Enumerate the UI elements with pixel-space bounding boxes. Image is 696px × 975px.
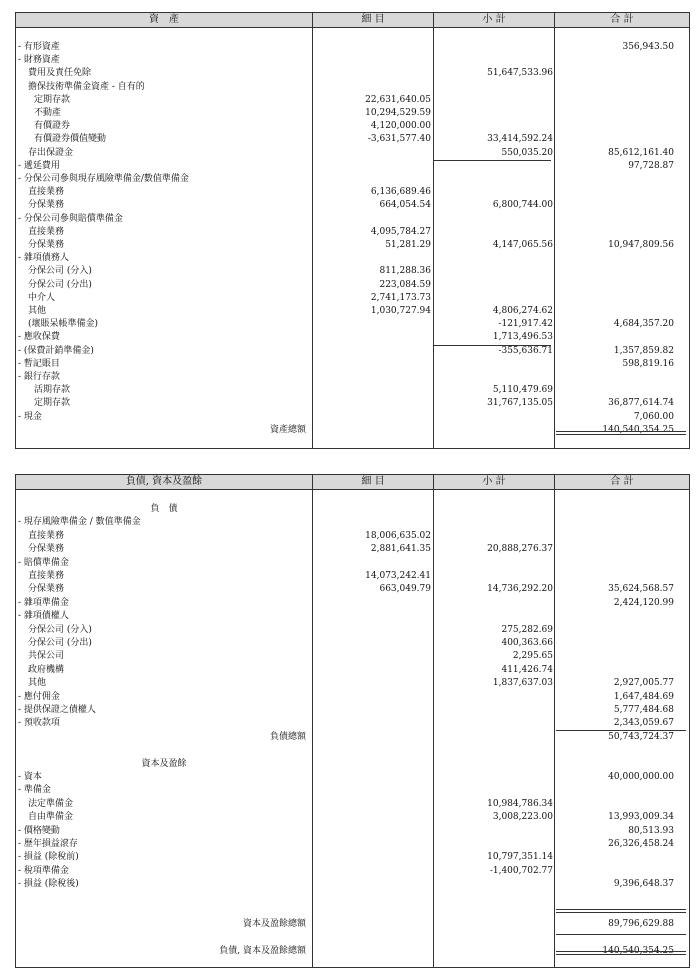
subtotal-value: -1,400,702.77 (489, 865, 553, 876)
detail-value: 4,120,000.00 (370, 121, 431, 132)
row-label: 分保業務 (28, 200, 65, 211)
row-label: 不動產 (34, 108, 62, 118)
row-label: - 分保公司參與現存風險準備金/數值準備金 (18, 174, 189, 184)
row-label: - 銀行存款 (18, 372, 60, 382)
detail-value: 223,084.59 (379, 279, 431, 290)
liabilities-row (16, 798, 691, 811)
total-value: 85,612,161.40 (608, 147, 674, 158)
total-value: 4,684,357.20 (613, 319, 674, 330)
subtotal-value: 1,713,496.53 (492, 332, 553, 343)
row-label: - 準備金 (18, 785, 51, 796)
liabilities-row (16, 784, 691, 797)
subtotal-value: -355,636.71 (498, 345, 553, 356)
subtotal-rule (556, 934, 686, 935)
total-value: 140,540,354.25 (602, 946, 674, 957)
liabilities-row (16, 503, 691, 516)
liabilities-row (16, 851, 691, 864)
subtotal-value: 2,295.65 (512, 651, 553, 662)
assets-row (16, 173, 691, 186)
liabilities-row (16, 811, 691, 824)
detail-value: 10,294,529.59 (365, 108, 431, 118)
total-value: 7,060.00 (633, 411, 674, 422)
detail-value: 664,054.54 (379, 200, 431, 211)
liabilities-row (16, 610, 691, 623)
subtotal-value: 275,282.69 (501, 624, 553, 635)
assets-row (16, 305, 691, 318)
liabilities-row (16, 865, 691, 878)
liabilities-header-total: 合 計 (610, 476, 634, 487)
liabilities-row (16, 771, 691, 784)
liabilities-row (16, 570, 691, 583)
row-label: 有價證券價值變動 (34, 134, 107, 145)
row-label: 直接業務 (28, 530, 65, 541)
subtotal-value: 1,837,637.03 (492, 678, 553, 689)
detail-value: 1,030,727.94 (370, 306, 431, 316)
row-label: 分保公司 (分出) (28, 279, 92, 290)
liabilities-row (16, 717, 691, 730)
subtotal-value: 33,414,592.24 (487, 134, 553, 145)
total-value: 89,796,629.88 (608, 919, 674, 930)
row-label: - 應收保費 (18, 332, 60, 343)
row-label: - 賠償準備金 (18, 557, 69, 568)
assets-row (16, 345, 691, 358)
row-label: 分保公司 (分入) (28, 266, 92, 277)
row-label: 中介人 (28, 292, 56, 303)
detail-value: 2,741,173.73 (370, 292, 431, 303)
liabilities-row (16, 704, 691, 717)
detail-value: 4,095,784.27 (370, 226, 431, 237)
subtotal-value: -121,917.42 (498, 319, 553, 330)
row-label: 資產總額 (269, 424, 306, 435)
row-label: 直接業務 (28, 226, 65, 237)
liabilities-row (16, 557, 691, 570)
assets-row (16, 107, 691, 120)
liabilities-row (16, 758, 691, 771)
row-label: 資本及盈餘總額 (242, 919, 306, 930)
assets-row (16, 239, 691, 252)
subtotal-value: 10,984,786.34 (487, 798, 553, 809)
row-label: 其他 (28, 306, 47, 316)
liabilities-row (16, 637, 691, 650)
liabilities-row (16, 664, 691, 677)
row-label: - 提供保證之債權人 (18, 705, 96, 715)
assets-row (16, 41, 691, 54)
row-label: 分保業務 (28, 544, 65, 555)
total-value: 97,728.87 (628, 160, 674, 171)
row-label: - 有形資產 (18, 42, 60, 52)
total-value: 35,624,568.57 (608, 584, 674, 595)
assets-table (15, 12, 690, 449)
liabilities-header-item: 負債, 資本及盈餘 (125, 476, 203, 487)
liabilities-row (16, 597, 691, 610)
row-label: - 損益 (除稅後) (18, 879, 79, 890)
liabilities-row (16, 878, 691, 891)
row-label: 分保業務 (28, 584, 65, 595)
total-value: 40,000,000.00 (608, 772, 674, 782)
assets-row (16, 397, 691, 410)
row-label: 擔保技術準備金資產 - 自有的 (28, 81, 145, 92)
liabilities-row (16, 838, 691, 851)
total-value: 2,927,005.77 (613, 678, 674, 689)
subtotal-value: 14,736,292.20 (487, 584, 553, 595)
row-label: 政府機構 (28, 664, 65, 675)
assets-row (16, 213, 691, 226)
row-label: - 資本 (18, 772, 42, 782)
detail-value: 811,288.36 (379, 266, 431, 277)
liabilities-row (16, 583, 691, 596)
row-label: - 雜項債權人 (18, 611, 69, 622)
subtotal-rule (434, 345, 551, 346)
assets-row (16, 252, 691, 265)
assets-row (16, 411, 691, 424)
detail-value: 14,073,242.41 (365, 571, 431, 581)
assets-row (16, 133, 691, 146)
row-label: 活期存款 (34, 385, 71, 396)
assets-row (16, 81, 691, 94)
row-label: - 價格變動 (18, 825, 60, 836)
total-value: 9,396,648.37 (613, 879, 674, 890)
liabilities-row (16, 624, 691, 637)
row-label: 分保業務 (28, 240, 65, 250)
liabilities-row (16, 825, 691, 838)
subtotal-rule (434, 160, 551, 161)
row-label: 有價證券 (34, 121, 71, 132)
assets-row (16, 94, 691, 107)
total-double-rule (556, 909, 686, 913)
liabilities-header-detail: 細 目 (361, 476, 385, 487)
total-value: 1,647,484.69 (613, 691, 674, 702)
subtotal-value: 31,767,135.05 (487, 398, 553, 409)
total-value: 13,993,009.34 (608, 812, 674, 823)
row-label: 共保公司 (28, 651, 65, 662)
row-label: - (保費計銷準備金) (18, 345, 94, 356)
row-label: - 損益 (除稅前) (18, 852, 79, 863)
row-label: 分保公司 (分入) (28, 624, 92, 635)
total-value: 5,777,484.68 (613, 705, 674, 715)
assets-header (16, 13, 689, 28)
liabilities-row (16, 918, 691, 931)
liabilities-row (16, 892, 691, 905)
row-label: 存出保證金 (28, 147, 74, 158)
liabilities-table (15, 474, 690, 968)
total-double-rule (556, 431, 686, 435)
row-label: 直接業務 (28, 571, 65, 581)
detail-value: 2,881,641.35 (370, 544, 431, 555)
row-label: - 稅項準備金 (18, 865, 69, 876)
subtotal-value: 20,888,276.37 (487, 544, 553, 555)
subtotal-value: 400,363.66 (501, 638, 553, 648)
assets-row (16, 371, 691, 384)
total-double-rule (556, 951, 686, 955)
assets-row (16, 160, 691, 173)
subtotal-rule (556, 730, 686, 731)
assets-row (16, 279, 691, 292)
total-value: 2,424,120.99 (613, 597, 674, 608)
row-label: 法定準備金 (28, 798, 74, 809)
row-label: - 歷年損益滾存 (18, 839, 78, 849)
detail-value: -3,631,577.40 (367, 134, 431, 145)
row-label: - 財務資產 (18, 55, 60, 66)
assets-header-subtotal: 小 計 (482, 14, 506, 25)
assets-row (16, 226, 691, 239)
row-label: - 現金 (18, 411, 42, 422)
assets-row (16, 54, 691, 67)
row-label: - 雜項準備金 (18, 597, 69, 608)
total-value: 26,326,458.24 (608, 839, 674, 849)
assets-row (16, 358, 691, 371)
subtotal-value: 550,035.20 (501, 147, 553, 158)
assets-header-total: 合 計 (610, 14, 634, 25)
liabilities-row (16, 650, 691, 663)
subtotal-value: 4,147,065.56 (492, 240, 553, 250)
assets-row (16, 67, 691, 80)
total-value: 50,743,724.37 (608, 731, 674, 742)
row-label: 分保公司 (分出) (28, 638, 92, 648)
row-label: 負 債 (150, 504, 178, 514)
liabilities-header (16, 475, 689, 490)
total-value: 598,819.16 (622, 358, 674, 369)
total-value: 140,540,354.25 (602, 424, 674, 435)
subtotal-value: 3,008,223.00 (492, 812, 553, 823)
row-label: 定期存款 (34, 94, 71, 105)
assets-row (16, 120, 691, 133)
row-label: 直接業務 (28, 187, 65, 198)
subtotal-value: 6,800,744.00 (492, 200, 553, 211)
detail-value: 51,281.29 (385, 240, 431, 250)
liabilities-row (16, 516, 691, 529)
row-label: (壞賬呆帳準備金) (28, 319, 99, 330)
row-label: 自由準備金 (28, 812, 74, 823)
detail-value: 6,136,689.46 (370, 187, 431, 198)
total-value: 1,357,859.82 (613, 345, 674, 356)
row-label: - 應付佣金 (18, 691, 60, 702)
liabilities-row (16, 677, 691, 690)
row-label: - 遞延費用 (18, 160, 60, 171)
row-label: 負債, 資本及盈餘總額 (219, 946, 306, 957)
liabilities-row (16, 744, 691, 757)
assets-row (16, 199, 691, 212)
total-value: 2,343,059.67 (613, 718, 674, 729)
subtotal-value: 4,806,274.62 (492, 306, 553, 316)
row-label: 費用及責任免除 (28, 68, 92, 79)
detail-value: 18,006,635.02 (365, 530, 431, 541)
assets-row (16, 384, 691, 397)
row-label: 資本及盈餘 (141, 758, 187, 769)
liabilities-header-subtotal: 小 計 (482, 476, 506, 487)
assets-row (16, 147, 691, 160)
row-label: 其他 (28, 678, 47, 689)
assets-row (16, 318, 691, 331)
total-value: 36,877,614.74 (608, 398, 674, 409)
total-value: 80,513.93 (628, 825, 674, 836)
subtotal-value: 5,110,479.69 (492, 385, 553, 396)
assets-header-item: 資 產 (149, 14, 179, 25)
total-value: 10,947,809.56 (608, 240, 674, 250)
assets-header-detail: 細 目 (361, 14, 385, 25)
subtotal-value: 10,797,351.14 (487, 852, 553, 863)
liabilities-row (16, 543, 691, 556)
assets-row (16, 186, 691, 199)
assets-row (16, 265, 691, 278)
total-value: 356,943.50 (622, 42, 674, 52)
row-label: 負債總額 (269, 731, 306, 742)
row-label: 定期存款 (34, 398, 71, 409)
row-label: - 分保公司參與賠償準備金 (18, 213, 123, 224)
assets-row (16, 292, 691, 305)
subtotal-value: 411,426.74 (501, 664, 553, 675)
liabilities-row (16, 691, 691, 704)
liabilities-row (16, 530, 691, 543)
row-label: - 預收款項 (18, 718, 60, 729)
row-label: - 暫記賬目 (18, 358, 60, 369)
assets-row (16, 331, 691, 344)
row-label: - 現存風險準備金 / 數值準備金 (18, 517, 141, 528)
subtotal-value: 51,647,533.96 (487, 68, 553, 79)
liabilities-row (16, 731, 691, 744)
row-label: - 雜項債務人 (18, 253, 69, 264)
detail-value: 663,049.79 (379, 584, 431, 595)
detail-value: 22,631,640.05 (365, 94, 431, 105)
